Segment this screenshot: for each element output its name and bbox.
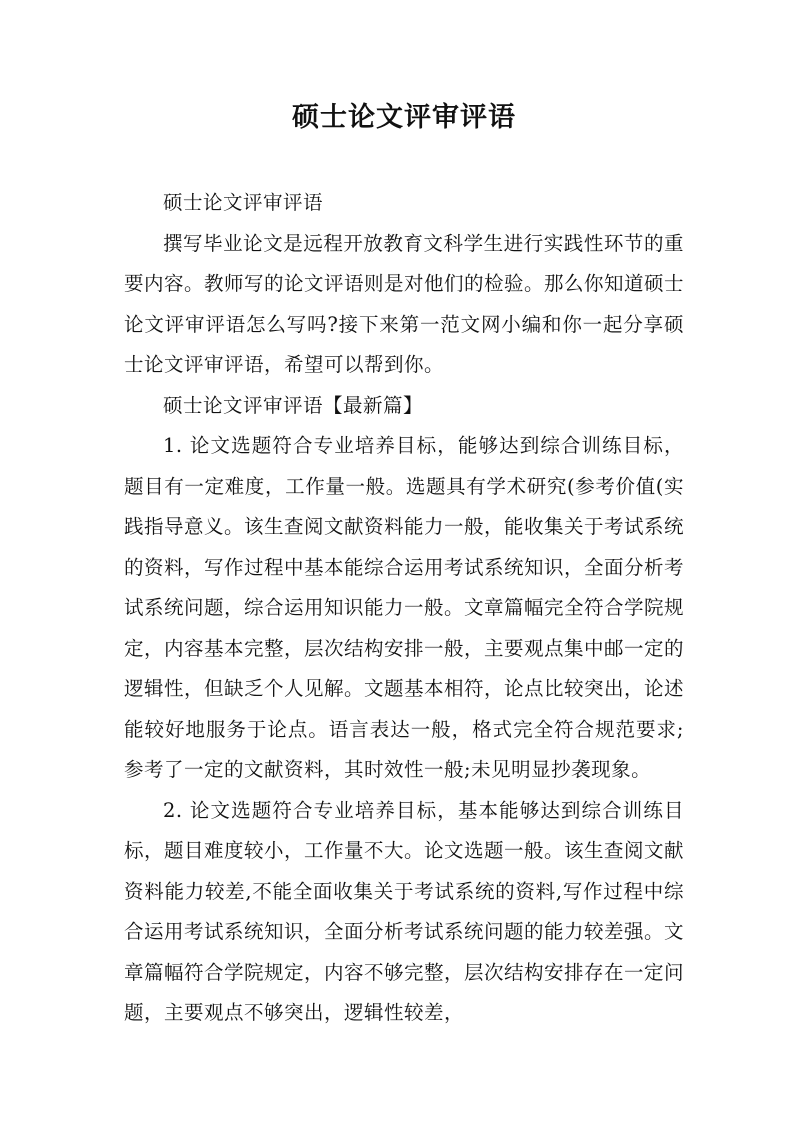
paragraph-comment-1: 1. 论文选题符合专业培养目标，能够达到综合训练目标，题目有一定难度，工作量一般。选题具有学术研究(参考价值(实践指导意义。该生查阅文献资料能力一般，能收集关于考试系统的资料，写作过程中基本能综合运用考试系统知识，全面分析考试系统问题，综合运用知识能力一般。文章篇幅完全符合学院规定，内容基本完整，层次结构安排一般，主要观点集中邮一定的逻辑性，但缺乏个人见解。文题基本相符，论点比较突出，论述能较好地服务于论点。语言表达一般，格式完全符合规范要求;参考了一定的文献资料，其时效性一般;未见明显抄袭现象。 — [124, 434, 685, 781]
paragraph-section-heading: 硕士论文评审评语【最新篇】 — [163, 393, 424, 417]
paragraph-subtitle: 硕士论文评审评语 — [163, 191, 324, 214]
paragraph-intro: 撰写毕业论文是远程开放教育文科学生进行实践性环节的重要内容。教师写的论文评语则是对他们的检验。那么你知道硕士论文评审评语怎么写吗?接下来第一范文网小编和你一起分享硕士论文评审评语，希望可以帮到你。 — [124, 231, 685, 376]
document-title: 硕士论文评审评语 — [292, 102, 516, 133]
paragraph-comment-2: 2. 论文选题符合专业培养目标，基本能够达到综合训练目标，题目难度较小，工作量不大。论文选题一般。该生查阅文献资料能力较差,不能全面收集关于考试系统的资料,写作过程中综合运用考试系统知识，全面分析考试系统问题的能力较差强。文章篇幅符合学院规定，内容不够完整，层次结构安排存在一定问题，主要观点不够突出，逻辑性较差， — [124, 798, 685, 1024]
document-body — [124, 183, 684, 1034]
